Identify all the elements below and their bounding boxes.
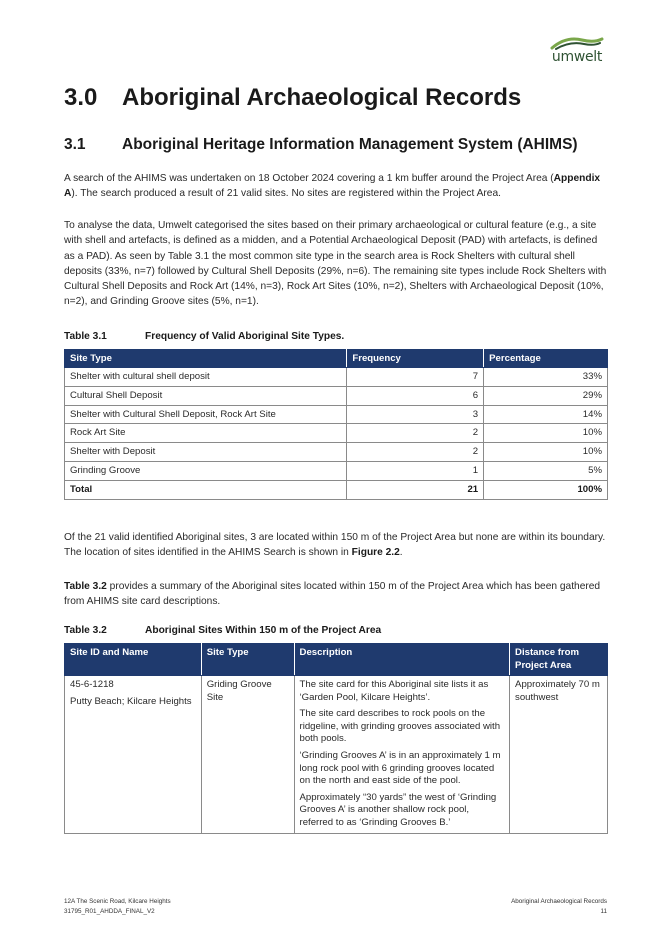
table-number: Table 3.1 — [64, 331, 107, 342]
paragraph-sites-within-150m — [64, 530, 610, 561]
cell-site-type: Shelter with cultural shell deposit — [65, 368, 347, 387]
cell-description — [294, 676, 510, 834]
cell-frequency: 2 — [347, 424, 484, 443]
paragraph-site-analysis: To analyse the data, Umwelt categorised the sites based on their primary archaeological or cultural feature (e.g., a site with shell and artefacts, is defined as a midden, and a Potential Archaeological Deposit (PAD) with artefacts, is defined as a PAD). As seen by Table 3.1 the most common site type in the search area is Rock Shelters with cultural shell deposits (33%, n=7) followed by Cultural Shell Deposits (29%, n=6). The remaining site types include Rock Shelters with Cultural Shell Deposits and Rock Art (14%, n=3), Rock Art Sites (10%, n=2), Shelters with Archaeological Deposit (10%, n=2), and Grinding Groove sites (5%, n=1). — [64, 220, 607, 308]
logo-hills-icon — [548, 34, 606, 50]
header-description: Description — [294, 644, 510, 676]
logo-text: umwelt — [551, 49, 603, 65]
para3-text-b: . — [399, 547, 403, 559]
para3-text-a: Of the 21 valid identified Aboriginal sites, 3 are located within 150 m of the Project Area but none are within its boundary. The location of sites identified in the AHIMS Search is shown in — [64, 532, 606, 559]
figure-reference: Figure 2.2 — [351, 547, 400, 559]
header-percentage: Percentage — [484, 350, 608, 368]
para1-text-a: A search of the AHIMS was undertaken on 18 October 2024 covering a 1 km buffer around the Project Area ( — [64, 173, 554, 184]
subsection-number: 3.1 — [64, 136, 86, 153]
cell-distance: Approximately 70 m southwest — [510, 676, 608, 834]
header-site-id: Site ID and Name — [65, 644, 202, 676]
table-3-1-caption — [64, 331, 344, 342]
description-paragraph: The site card for this Aboriginal site lists it as ‘Garden Pool, Kilcare Heights’. — [299, 679, 489, 703]
cell-frequency: 1 — [347, 461, 484, 480]
cell-percentage: 14% — [484, 405, 608, 424]
site-types-table — [64, 349, 608, 500]
subsection-title: Aboriginal Heritage Information Management System (AHIMS) — [122, 136, 578, 153]
table-number: Table 3.2 — [64, 625, 107, 636]
cell-total-percentage: 100% — [484, 480, 608, 499]
para4-text: provides a summary of the Aboriginal sites located within 150 m of the Project Area which has been gathered from AHIMS site card descriptions. — [64, 581, 601, 608]
description-paragraph: Approximately “30 yards” the west of ‘Grinding Grooves A’ is another shallow rock pool, referred to as ‘Grinding Grooves B.’ — [299, 791, 497, 828]
cell-percentage: 33% — [484, 368, 608, 387]
table-row — [65, 461, 608, 480]
subsection-heading — [64, 136, 578, 154]
cell-frequency: 6 — [347, 386, 484, 405]
table-row — [65, 405, 608, 424]
footer-document-id: 31795_R01_AHDDA_FINAL_V2 — [64, 907, 155, 915]
cell-site-id-name — [65, 676, 202, 834]
header-site-type: Site Type — [65, 350, 347, 368]
footer-section-name: Aboriginal Archaeological Records — [511, 898, 607, 905]
table-header-row — [65, 350, 608, 368]
cell-frequency: 7 — [347, 368, 484, 387]
header-site-type: Site Type — [201, 644, 294, 676]
description-paragraph: ‘Grinding Grooves A’ is in an approximately 1 m long rock pool with 6 grinding grooves located on the north and east side of the pool. — [299, 749, 501, 787]
site-id: 45-6-1218 — [70, 679, 114, 690]
table-row — [65, 443, 608, 462]
cell-site-type: Griding Groove Site — [201, 676, 294, 834]
cell-site-type: Shelter with Deposit — [65, 443, 347, 462]
appendix-reference: Appendix A — [64, 173, 601, 200]
table-row — [65, 386, 608, 405]
cell-site-type: Rock Art Site — [65, 424, 347, 443]
header-frequency: Frequency — [347, 350, 484, 368]
site-name: Putty Beach; Kilcare Heights — [70, 695, 192, 707]
cell-site-type: Shelter with Cultural Shell Deposit, Rock Art Site — [65, 405, 347, 424]
table-title: Frequency of Valid Aboriginal Site Types. — [145, 331, 345, 342]
table-header-row — [65, 644, 608, 676]
section-number: 3.0 — [64, 84, 98, 111]
description-paragraph: The site card describes to rock pools on the ridgeline, with grinding grooves associated with both pools. — [299, 708, 501, 745]
header-distance: Distance from Project Area — [510, 644, 608, 676]
cell-percentage: 5% — [484, 461, 608, 480]
table-row — [65, 676, 608, 834]
table-title: Aboriginal Sites Within 150 m of the Project Area — [145, 625, 382, 636]
cell-percentage: 10% — [484, 443, 608, 462]
cell-total-frequency: 21 — [347, 480, 484, 499]
footer-right — [511, 897, 607, 916]
cell-percentage: 10% — [484, 424, 608, 443]
cell-frequency: 3 — [347, 405, 484, 424]
table-total-row — [65, 480, 608, 499]
table-row — [65, 368, 608, 387]
table-row — [65, 424, 608, 443]
para1-text-b: ). The search produced a result of 21 valid sites. No sites are registered within the Project Area. — [71, 188, 501, 200]
umwelt-logo — [548, 34, 606, 66]
footer-left — [64, 897, 171, 916]
section-heading — [64, 84, 521, 112]
page-number: 11 — [600, 907, 607, 915]
footer-project-address: 12A The Scenic Road, Kilcare Heights — [64, 898, 171, 905]
section-title: Aboriginal Archaeological Records — [122, 84, 522, 111]
cell-site-type: Grinding Groove — [65, 461, 347, 480]
cell-total-label: Total — [65, 480, 347, 499]
cell-site-type: Cultural Shell Deposit — [65, 386, 347, 405]
paragraph-table-3-2-intro — [64, 579, 610, 610]
paragraph-ahims-search — [64, 171, 610, 202]
cell-percentage: 29% — [484, 386, 608, 405]
sites-within-150m-table — [64, 643, 608, 834]
table-3-2-caption — [64, 625, 381, 636]
table-reference: Table 3.2 — [64, 581, 107, 592]
cell-frequency: 2 — [347, 443, 484, 462]
